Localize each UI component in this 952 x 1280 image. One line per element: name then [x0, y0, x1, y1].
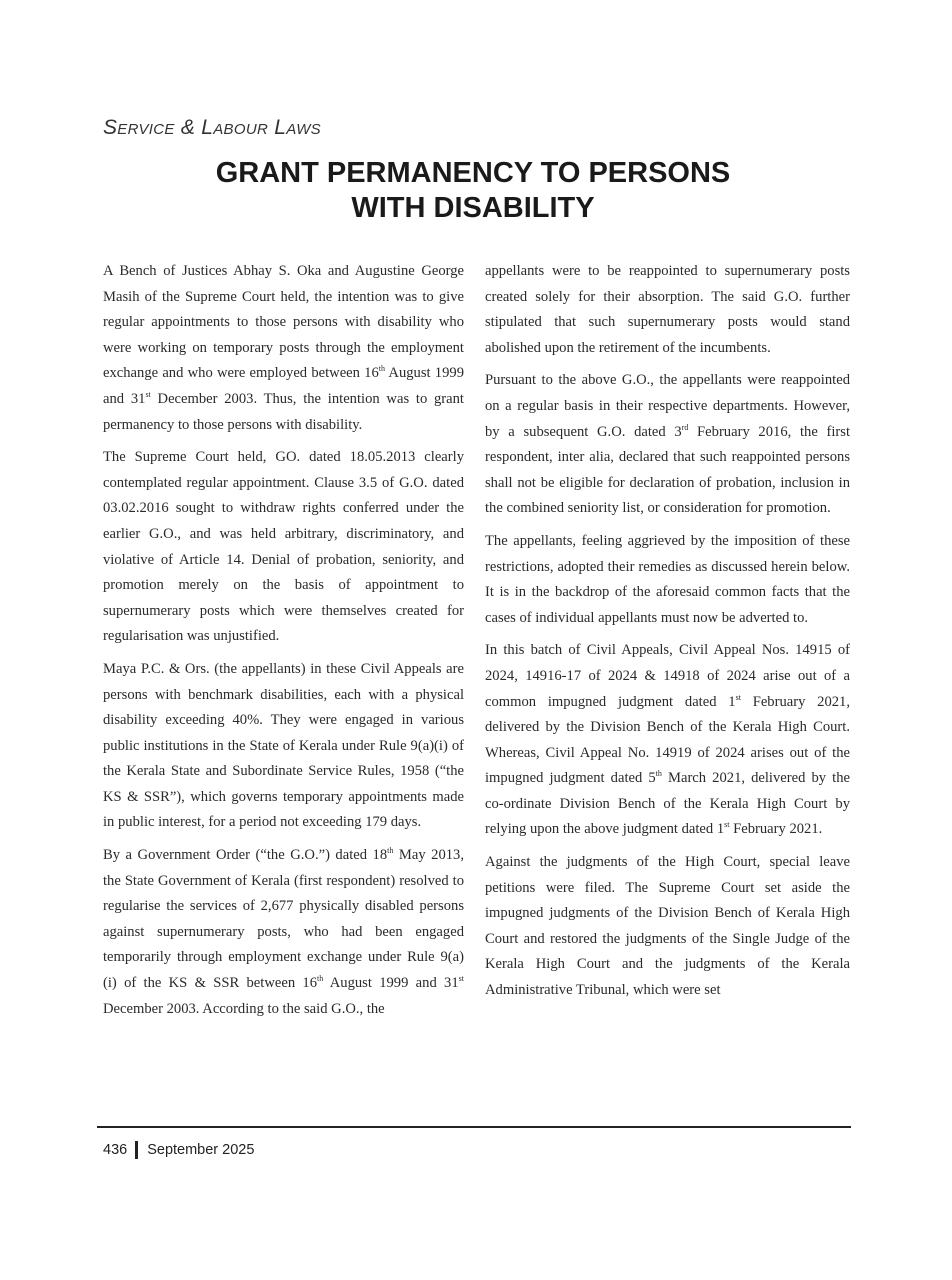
paragraph-text: By a Government Order (“the G.O.”) dated 18	[103, 847, 388, 864]
paragraph-text: Against the judgments of the High Court, special leave petitions were filed. The Supreme Court set aside the impugned judgments of the Division Bench of Kerala High Court and restored the judgments of the Single Judge of the Kerala High Court and the judgments of the Kerala Administrative Tribunal, which were set	[485, 854, 850, 999]
ordinal-superscript: th	[655, 769, 662, 779]
paragraph-text: A Bench of Justices Abhay S. Oka and Augustine George Masih of the Supreme Court held, the intention was to give regular appointments to those persons with disability who were working on temporary posts through the employment exchange and who were employed between 16	[103, 263, 464, 382]
paragraph-text: February 2016, the first respondent, inter alia, declared that such reappointed persons shall not be eligible for declaration of probation, inclusion in the combined seniority list, or consideration for promotion.	[485, 423, 850, 517]
paragraph-text: The Supreme Court held, GO. dated 18.05.2013 clearly contemplated regular appointment. Clause 3.5 of G.O. dated 03.02.2016 sought to withdraw rights conferred under the earlier G.O., and was held arbitrary, discriminatory, and violative of Article 14. Denial of probation, seniority, and promotion merely on the basis of appointment to supernumerary posts which were themselves created for regularisation was unjustified.	[103, 449, 464, 645]
ordinal-superscript: st	[724, 820, 730, 830]
ordinal-superscript: st	[145, 389, 151, 399]
paragraph-text: August 1999 and 31	[103, 365, 464, 407]
paragraph-text: February 2021, delivered by the Division Bench of the Kerala High Court. Whereas, Civil Appeal No. 14919 of 2024 arises out of the impugned judgment dated 5	[485, 693, 850, 787]
ordinal-superscript: st	[458, 974, 464, 984]
paragraph	[485, 850, 850, 1004]
paragraph	[103, 445, 464, 650]
paragraph	[103, 843, 464, 1022]
paragraph-text: December 2003. Thus, the intention was to grant permanency to those persons with disability.	[103, 390, 464, 433]
paragraph-text: March 2021, delivered by the co-ordinate Division Bench of the Kerala High Court by relying upon the above judgment dated 1	[485, 770, 850, 838]
paragraph-text: Pursuant to the above G.O., the appellants were reappointed on a regular basis in their respective departments. However, by a subsequent G.O. dated 3	[485, 372, 850, 440]
paragraph-text: August 1999 and 31	[323, 975, 459, 992]
ordinal-superscript: th	[317, 974, 324, 984]
footer-rule	[97, 1126, 851, 1128]
footer-divider	[135, 1141, 138, 1159]
right-column	[485, 259, 850, 1011]
paragraph	[485, 259, 850, 361]
left-column	[103, 259, 464, 1029]
paragraph-text: The appellants, feeling aggrieved by the imposition of these restrictions, adopted their remedies as discussed herein below. It is in the backdrop of the aforesaid common facts that the cases of individual appellants must now be adverted to.	[485, 532, 850, 626]
title-line-2: WITH DISABILITY	[351, 192, 595, 224]
paragraph	[485, 368, 850, 522]
paragraph-text: appellants were to be reappointed to supernumerary posts created solely for their absorption. The said G.O. further stipulated that such supernumerary posts would stand abolished upon the retirement of the incumbents.	[485, 263, 850, 356]
ordinal-superscript: rd	[681, 422, 689, 432]
paragraph-text: In this batch of Civil Appeals, Civil Appeal Nos. 14915 of 2024, 14916-17 of 2024 & 14918 of 2024 arise out of a common impugned judgment dated 1	[485, 642, 850, 710]
title-line-1: GRANT PERMANENCY TO PERSONS	[215, 157, 731, 189]
paragraph	[485, 638, 850, 843]
ordinal-superscript: st	[735, 692, 741, 702]
page-footer	[103, 1141, 254, 1159]
paragraph	[103, 259, 464, 438]
ordinal-superscript: th	[387, 846, 394, 856]
ordinal-superscript: th	[378, 364, 385, 374]
paragraph	[485, 529, 850, 631]
issue-date: September 2025	[147, 1142, 255, 1158]
paragraph	[103, 657, 464, 836]
article-title	[0, 156, 946, 226]
paragraph-text: Maya P.C. & Ors. (the appellants) in these Civil Appeals are persons with benchmark disabilities, each with a physical disability exceeding 40%. They were engaged in various public institutions in the State of Kerala under Rule 9(a)(i) of the Kerala State and Subordinate Service Rules, 1958 (“the KS & SSR”), which governs temporary appointments made in public interest, for a period not exceeding 179 days.	[103, 660, 464, 831]
paragraph-text: February 2021.	[729, 821, 823, 838]
section-heading: Service & Labour Laws	[103, 116, 321, 139]
paragraph-text: December 2003. According to the said G.O., the	[103, 1000, 385, 1017]
paragraph-text: May 2013, the State Government of Kerala (first respondent) resolved to regularise the services of 2,677 physically disabled persons against supernumerary posts, who had been engaged temporarily through employment exchange under Rule 9(a)(i) of the KS & SSR between 16	[103, 847, 464, 992]
page-number: 436	[103, 1142, 128, 1158]
